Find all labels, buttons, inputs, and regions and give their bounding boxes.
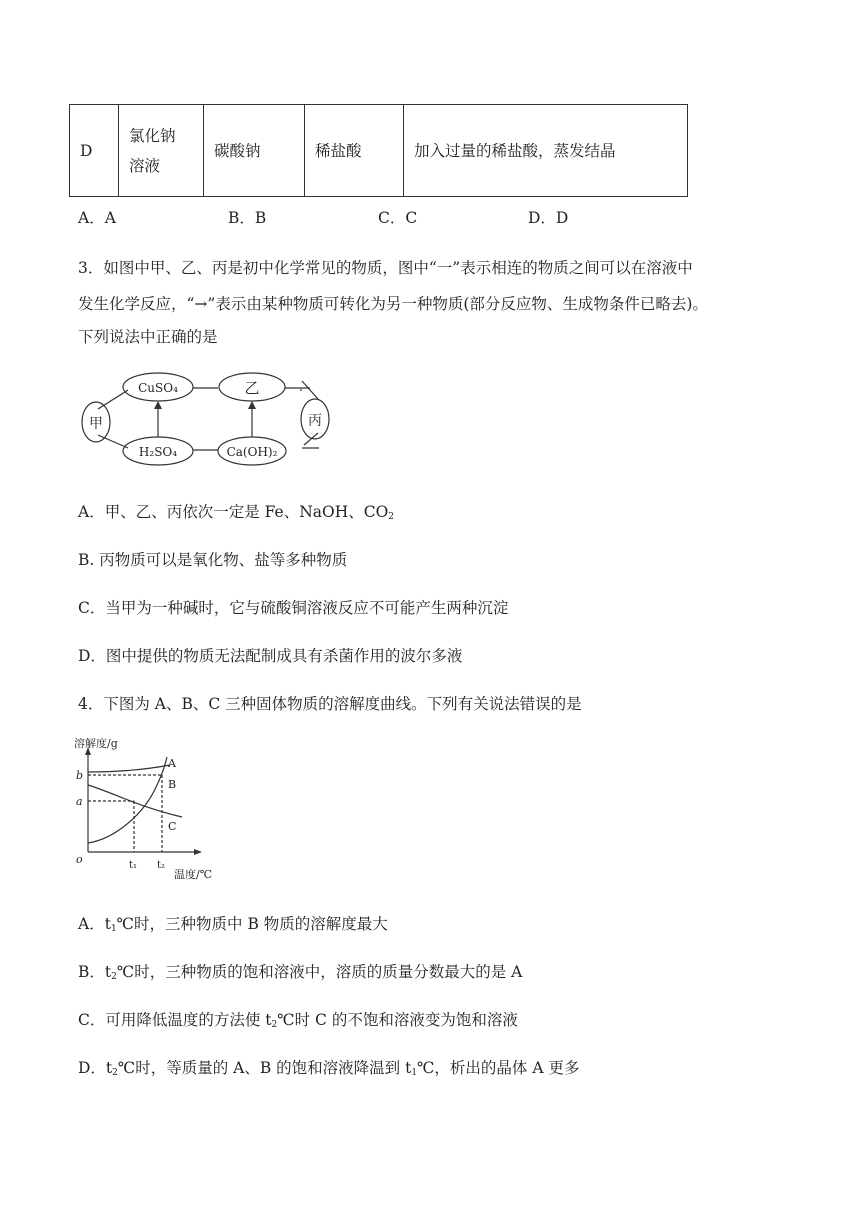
q4-option-c-text1: C．可用降低温度的方法使 t (78, 1011, 272, 1029)
q4-option-d[interactable] (78, 1056, 579, 1078)
q2-option-c[interactable]: C．C (378, 209, 418, 227)
arrowhead (154, 401, 162, 409)
q2-option-d[interactable]: D．D (528, 209, 569, 227)
cell-substance (119, 105, 204, 197)
q4-option-c-text2: ℃时 C 的不饱和溶液变为饱和溶液 (277, 1011, 518, 1029)
q3-option-c[interactable]: C．当甲为一种碱时，它与硫酸铜溶液反应不可能产生两种沉淀 (78, 599, 509, 617)
q4-option-d-sub2: 1 (411, 1068, 418, 1078)
y-axis-label: 溶解度/g (74, 737, 118, 750)
y-tick-a: a (76, 795, 83, 808)
q4-option-b[interactable] (78, 960, 522, 982)
y-tick-o: o (76, 853, 83, 866)
series-label-a: A (168, 757, 176, 770)
q4-option-a-sub: 1 (110, 924, 117, 934)
q2-option-b[interactable]: B．B (228, 209, 267, 227)
link-line (302, 381, 318, 399)
q4-option-d-text3: ℃，析出的晶体 A 更多 (417, 1059, 580, 1077)
q4-option-c-sub: 2 (271, 1020, 278, 1030)
series-label-c: C (168, 820, 177, 833)
q3-stem-line1: 3．如图中甲、乙、丙是初中化学常见的物质，图中“一”表示相连的物质之间可以在溶液中 (78, 259, 693, 277)
q4-option-c[interactable] (78, 1008, 518, 1030)
q4-stem: 4．下图为 A、B、C 三种固体物质的溶解度曲线。下列有关说法错误的是 (78, 695, 582, 713)
x-axis-arrow (194, 849, 202, 855)
q4-option-b-text2: ℃时，三种物质的饱和溶液中，溶质的质量分数最大的是 A (116, 963, 523, 981)
q4-option-d-text2: ℃时，等质量的 A、B 的饱和溶液降温到 t (117, 1059, 412, 1077)
node-bing-label: 丙 (308, 413, 322, 429)
cell-substance-line2: 溶液 (129, 156, 161, 175)
x-tick-t1: t₁ (129, 860, 138, 871)
x-tick-t2: t₂ (157, 860, 166, 871)
cell-substance-line1: 氯化钠 (129, 126, 176, 145)
curve-b (88, 765, 170, 772)
node-yi-label: 乙 (244, 379, 260, 397)
q4-option-a[interactable] (78, 912, 388, 934)
node-caoh2-label: Ca(OH)₂ (226, 445, 278, 459)
q4-option-d-sub1: 2 (112, 1068, 118, 1078)
node-jia-label: 甲 (89, 416, 103, 432)
q3-option-a-text: A．甲、乙、丙依次一定是 Fe、NaOH、CO (78, 503, 389, 521)
cell-method: 加入过量的稀盐酸，蒸发结晶 (404, 105, 688, 197)
q3-stem-line2: 发生化学反应，“→”表示由某种物质可转化为另一种物质(部分反应物、生成物条件已略去)。 (78, 295, 708, 313)
node-h2so4-label: H₂SO₄ (138, 445, 178, 459)
y-tick-b: b (76, 769, 84, 782)
q4-option-d-text1: D．t (78, 1059, 113, 1077)
q4-option-a-text1: A．t (78, 915, 111, 933)
q3-option-b[interactable]: B. 丙物质可以是氧化物、盐等多种物质 (78, 551, 348, 569)
options-table (69, 104, 688, 197)
cell-impurity: 碳酸钠 (204, 105, 305, 197)
table-row (70, 105, 688, 197)
reaction-diagram (80, 365, 340, 475)
q3-option-a[interactable] (78, 500, 394, 522)
solubility-chart (74, 735, 224, 885)
q4-option-b-sub: 2 (111, 972, 117, 982)
q3-option-d[interactable]: D．图中提供的物质无法配制成具有杀菌作用的波尔多液 (78, 647, 463, 665)
x-axis-label: 温度/℃ (174, 868, 213, 881)
q2-option-a[interactable]: A．A (78, 209, 116, 227)
link-line (98, 435, 128, 448)
cell-reagent: 稀盐酸 (305, 105, 404, 197)
series-label-b: B (168, 778, 177, 791)
q4-option-a-text2: ℃时，三种物质中 B 物质的溶解度最大 (116, 915, 388, 933)
arrowhead (248, 401, 256, 409)
q3-option-a-sub: 2 (388, 512, 395, 522)
link-line (98, 390, 128, 409)
node-cuso4-label: CuSO₄ (138, 381, 178, 395)
row-letter: D (70, 105, 119, 197)
q3-stem-line3: 下列说法中正确的是 (78, 328, 218, 346)
q4-option-b-text1: B．t (78, 963, 112, 981)
